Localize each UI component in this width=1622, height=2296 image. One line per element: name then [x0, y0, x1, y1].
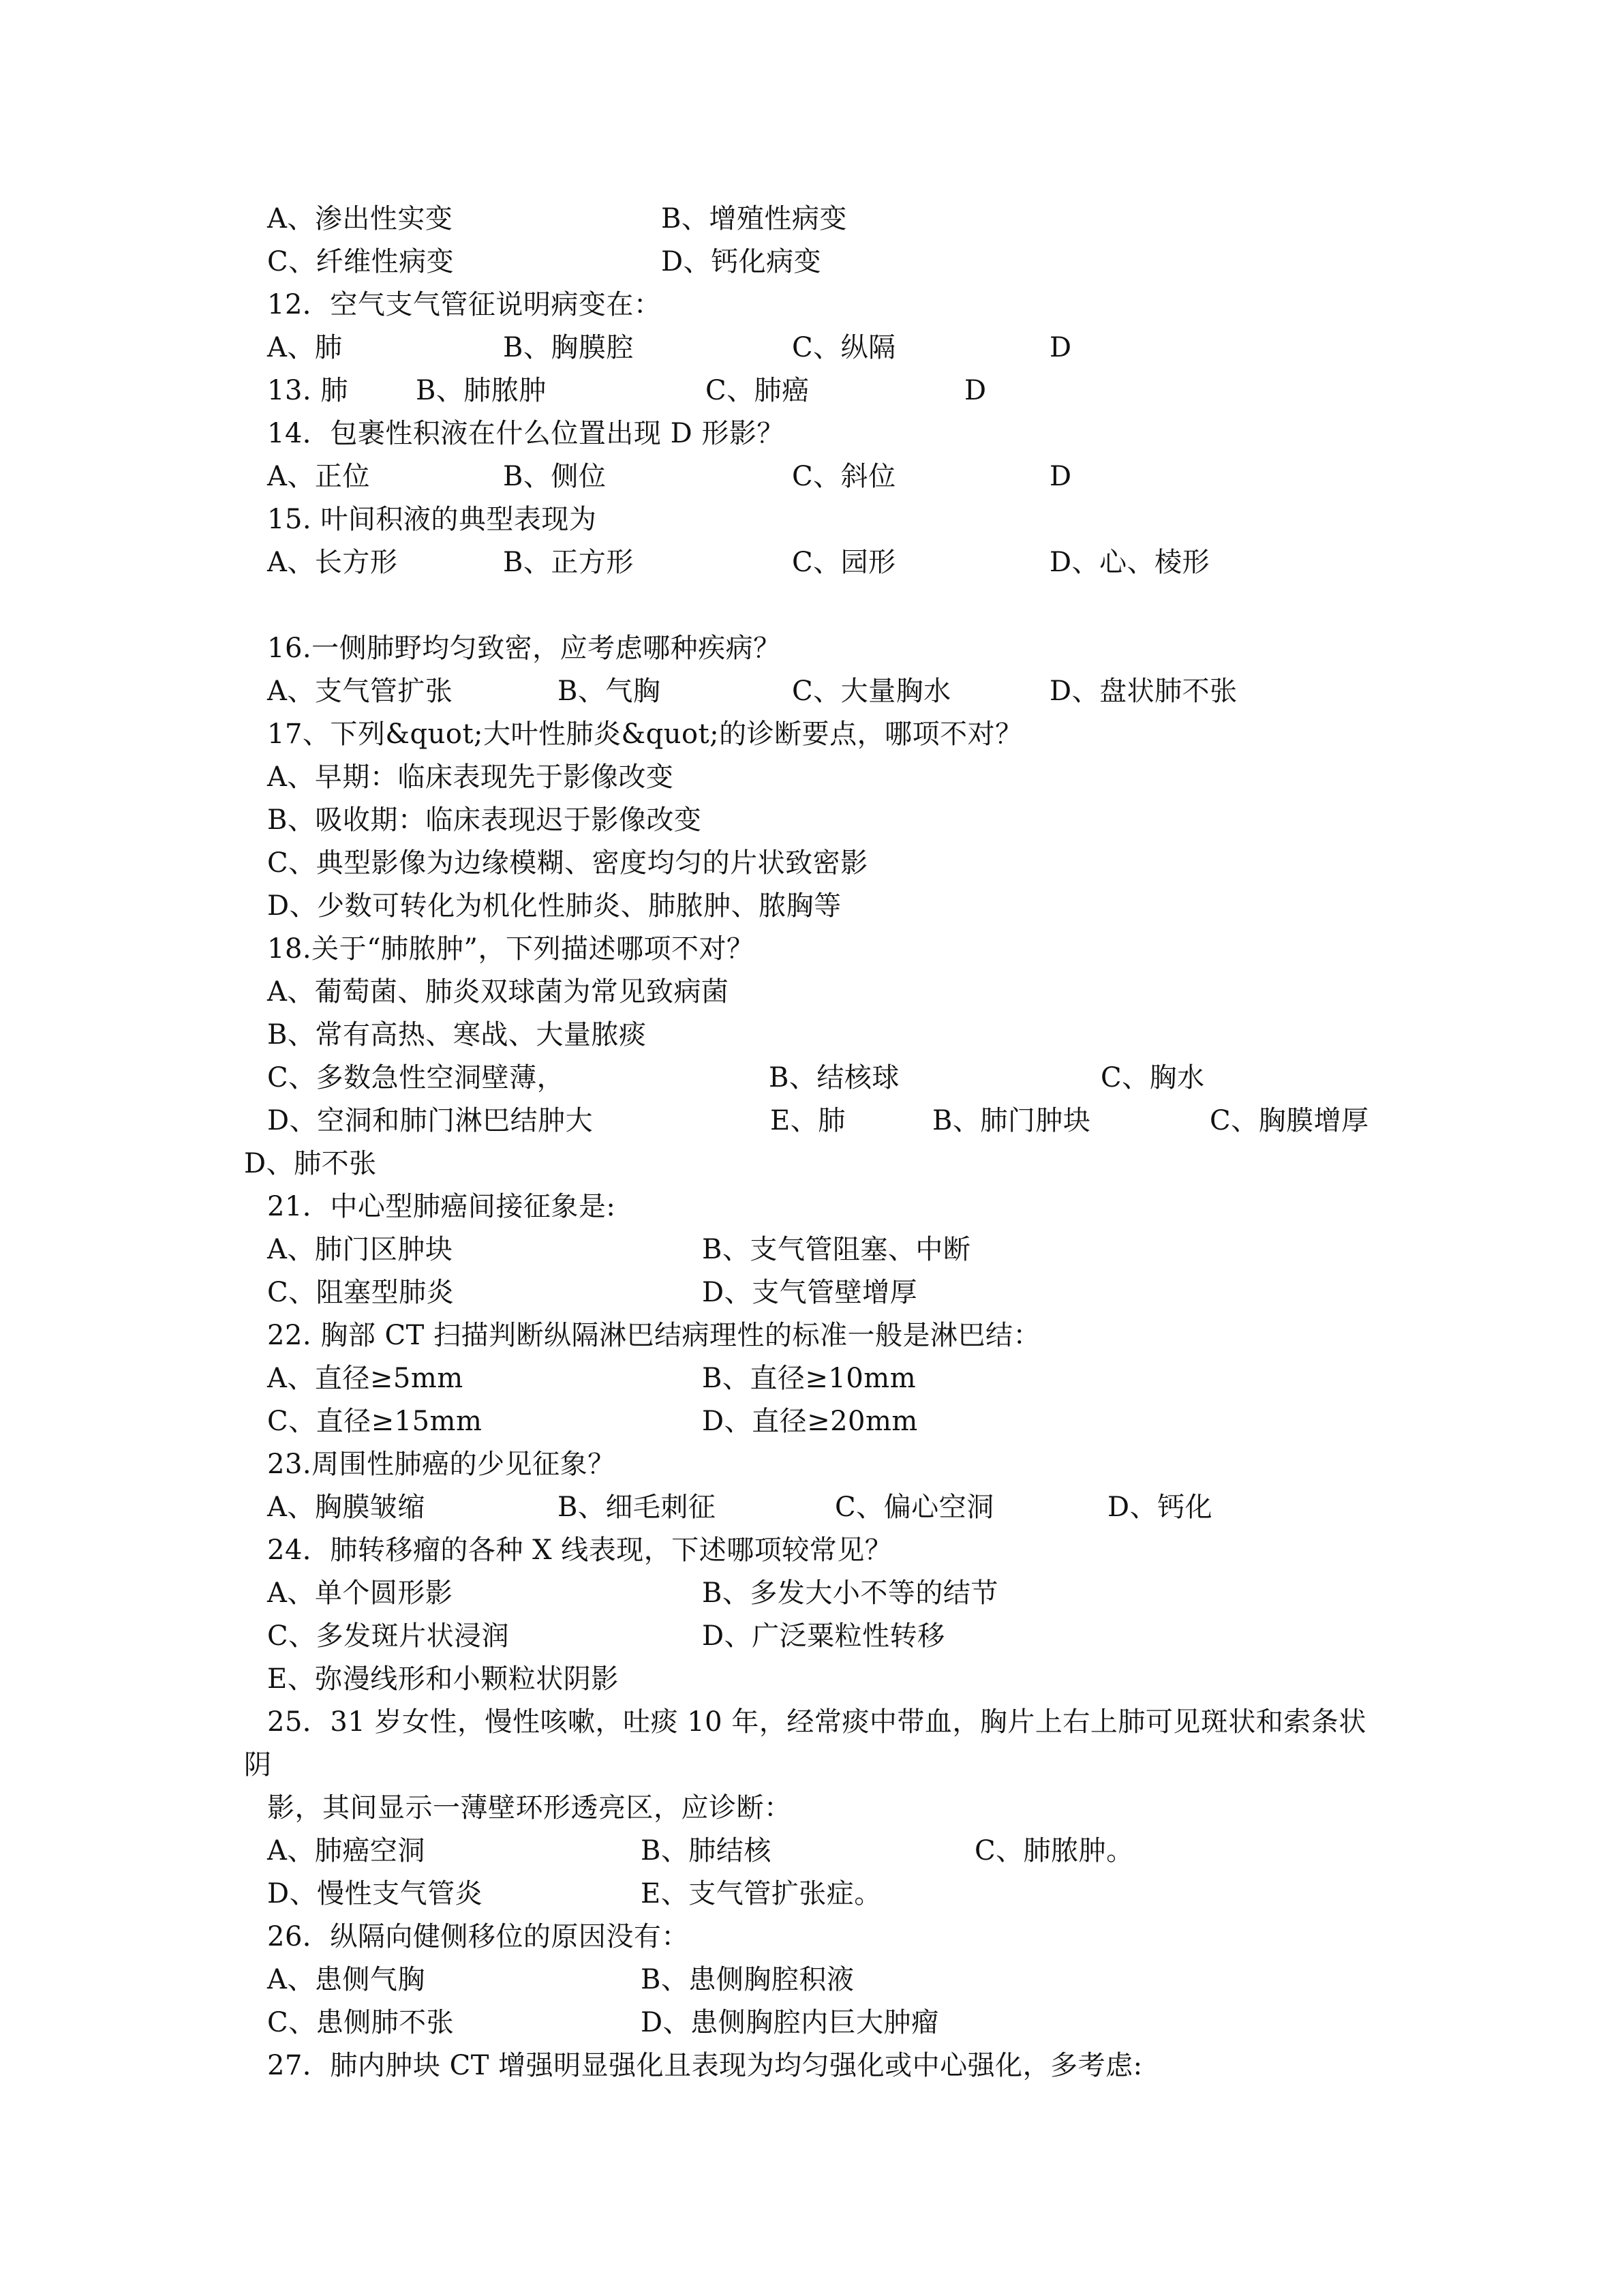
option-text: B、多发大小不等的结节	[702, 1577, 998, 1609]
option-text: D、盘状肺不张	[1050, 676, 1238, 707]
line-text: 23.周围性肺癌的少见征象？	[267, 1449, 615, 1480]
line-text: A、肺	[267, 332, 343, 363]
line-text: C、纤维性病变	[267, 246, 455, 277]
line-text: 17、下列&quot;大叶性肺炎&quot;的诊断要点，哪项不对？	[267, 719, 1023, 750]
line-text: A、患侧气胸	[267, 1964, 425, 1995]
text-line	[0, 1314, 1622, 1357]
text-line	[0, 1014, 1622, 1056]
line-text: 25．31 岁女性，慢性咳嗽，吐痰 10 年，经常痰中带血，胸片上右上肺可见斑状和索条状	[267, 1706, 1366, 1738]
line-text: A、早期：临床表现先于影像改变	[267, 761, 674, 793]
line-text: 14．包裹性积液在什么位置出现 D 形影？	[267, 418, 784, 449]
option-text: D	[964, 375, 987, 406]
line-text: 13. 肺	[267, 375, 348, 406]
text-line	[0, 1228, 1622, 1271]
text-line	[0, 1830, 1622, 1872]
option-text: B、胸膜腔	[503, 332, 634, 363]
option-text: B、侧位	[503, 461, 607, 492]
option-text: D	[1050, 332, 1072, 363]
text-line	[0, 713, 1622, 755]
line-text: A、葡萄菌、肺炎双球菌为常见致病菌	[267, 976, 729, 1008]
text-line	[0, 327, 1622, 369]
text-line	[0, 756, 1622, 798]
line-text: C、患侧肺不张	[267, 2007, 455, 2038]
line-text: 21．中心型肺癌间接征象是:	[267, 1191, 616, 1222]
option-text: B、增殖性病变	[661, 203, 847, 235]
text-line	[0, 928, 1622, 970]
text-line	[0, 1572, 1622, 1614]
option-text: B、支气管阻塞、中断	[702, 1234, 971, 1265]
line-text: 24．肺转移瘤的各种 X 线表现，下述哪项较常见？	[267, 1535, 893, 1566]
line-text: A、支气管扩张	[267, 676, 453, 707]
option-text: D、钙化	[1107, 1492, 1213, 1523]
text-line	[0, 1701, 1622, 1743]
option-text: E、肺	[770, 1105, 846, 1136]
option-text: D、钙化病变	[661, 246, 822, 277]
line-text: A、渗出性实变	[267, 203, 453, 235]
line-text: 16.一侧肺野均匀致密，应考虑哪种疾病？	[267, 633, 781, 664]
line-text: 22. 胸部 CT 扫描判断纵隔淋巴结病理性的标准一般是淋巴结：	[267, 1320, 1041, 1351]
text-line	[0, 1787, 1622, 1829]
option-text: C、园形	[792, 547, 896, 578]
line-text: A、长方形	[267, 547, 398, 578]
line-text: 阴	[244, 1749, 272, 1781]
line-text: D、肺不张	[244, 1148, 377, 1179]
option-text: D、心、棱形	[1050, 547, 1210, 578]
line-text: A、肺癌空洞	[267, 1835, 425, 1867]
text-line	[0, 412, 1622, 455]
text-line	[0, 1400, 1622, 1442]
option-text: D、广泛粟粒性转移	[702, 1620, 945, 1652]
option-text: C、大量胸水	[792, 676, 951, 707]
text-line	[0, 2044, 1622, 2087]
option-text: C、胸膜增厚	[1210, 1105, 1369, 1136]
text-line	[0, 241, 1622, 283]
line-text: E、弥漫线形和小颗粒状阴影	[267, 1663, 619, 1695]
text-line	[0, 1100, 1622, 1142]
line-text: 27．肺内肿块 CT 增强明显强化且表现为均匀强化或中心强化，多考虑:	[267, 2050, 1143, 2081]
text-line	[0, 971, 1622, 1013]
line-text: A、肺门区肿块	[267, 1234, 453, 1265]
text-line	[0, 1959, 1622, 2001]
text-line	[0, 1185, 1622, 1228]
line-text: 15. 叶间积液的典型表现为	[267, 504, 597, 535]
text-line	[0, 1615, 1622, 1657]
text-line	[0, 670, 1622, 712]
line-text: D、慢性支气管炎	[267, 1878, 483, 1909]
text-line	[0, 1529, 1622, 1571]
text-line	[0, 842, 1622, 884]
option-text: B、肺门肿块	[932, 1105, 1091, 1136]
text-line	[0, 284, 1622, 326]
text-line	[0, 1357, 1622, 1400]
line-text: D、空洞和肺门淋巴结肿大	[267, 1105, 594, 1136]
option-text: C、肺脓肿。	[975, 1835, 1134, 1867]
text-line	[0, 498, 1622, 541]
option-text: C、纵隔	[792, 332, 896, 363]
option-text: D、直径≥20mm	[702, 1406, 918, 1437]
line-text: A、正位	[267, 461, 370, 492]
text-line	[0, 885, 1622, 927]
option-text: B、肺结核	[641, 1835, 771, 1867]
option-text: B、患侧胸腔积液	[641, 1964, 855, 1995]
text-line	[0, 1916, 1622, 1958]
option-text: B、气胸	[557, 676, 661, 707]
line-text: C、阻塞型肺炎	[267, 1277, 455, 1308]
option-text: B、肺脓肿	[416, 375, 547, 406]
text-line	[0, 1143, 1622, 1185]
option-text: C、斜位	[792, 461, 896, 492]
line-text: 12．空气支气管征说明病变在：	[267, 289, 662, 320]
line-text: B、常有高热、寒战、大量脓痰	[267, 1019, 647, 1051]
line-text: C、多数急性空洞壁薄，	[267, 1062, 565, 1093]
text-line	[0, 1271, 1622, 1314]
option-text: C、肺癌	[705, 375, 810, 406]
line-text: D、少数可转化为机化性肺炎、肺脓肿、脓胸等	[267, 890, 842, 922]
text-line	[0, 198, 1622, 240]
text-line	[0, 2002, 1622, 2044]
line-text: B、吸收期：临床表现迟于影像改变	[267, 804, 702, 836]
text-line	[0, 541, 1622, 584]
line-text: A、单个圆形影	[267, 1577, 453, 1609]
option-text: B、正方形	[503, 547, 634, 578]
option-text: C、偏心空洞	[835, 1492, 994, 1523]
text-line	[0, 369, 1622, 412]
option-text: D、支气管壁增厚	[702, 1277, 918, 1308]
line-text: 18.关于“肺脓肿”，下列描述哪项不对？	[267, 933, 754, 965]
line-text: 影，其间显示一薄壁环形透亮区，应诊断：	[267, 1792, 792, 1824]
line-text: C、典型影像为边缘模糊、密度均匀的片状致密影	[267, 847, 868, 879]
text-line	[0, 1744, 1622, 1786]
option-text: D	[1050, 461, 1072, 492]
option-text: B、结核球	[769, 1062, 900, 1093]
line-text: A、直径≥5mm	[267, 1363, 463, 1394]
line-text: C、直径≥15mm	[267, 1406, 483, 1437]
option-text: B、细毛刺征	[557, 1492, 716, 1523]
option-text: D、患侧胸腔内巨大肿瘤	[641, 2007, 939, 2038]
text-line	[0, 1057, 1622, 1099]
option-text: E、支气管扩张症。	[641, 1878, 882, 1909]
line-text: C、多发斑片状浸润	[267, 1620, 510, 1652]
line-text: 26．纵隔向健侧移位的原因没有：	[267, 1921, 689, 1952]
text-line	[0, 799, 1622, 841]
text-line	[0, 1443, 1622, 1485]
line-text: A、胸膜皱缩	[267, 1492, 425, 1523]
text-line	[0, 455, 1622, 498]
text-line	[0, 1658, 1622, 1700]
option-text: C、胸水	[1101, 1062, 1205, 1093]
text-line	[0, 1486, 1622, 1528]
text-line	[0, 1873, 1622, 1915]
option-text: B、直径≥10mm	[702, 1363, 917, 1394]
text-line	[0, 627, 1622, 669]
